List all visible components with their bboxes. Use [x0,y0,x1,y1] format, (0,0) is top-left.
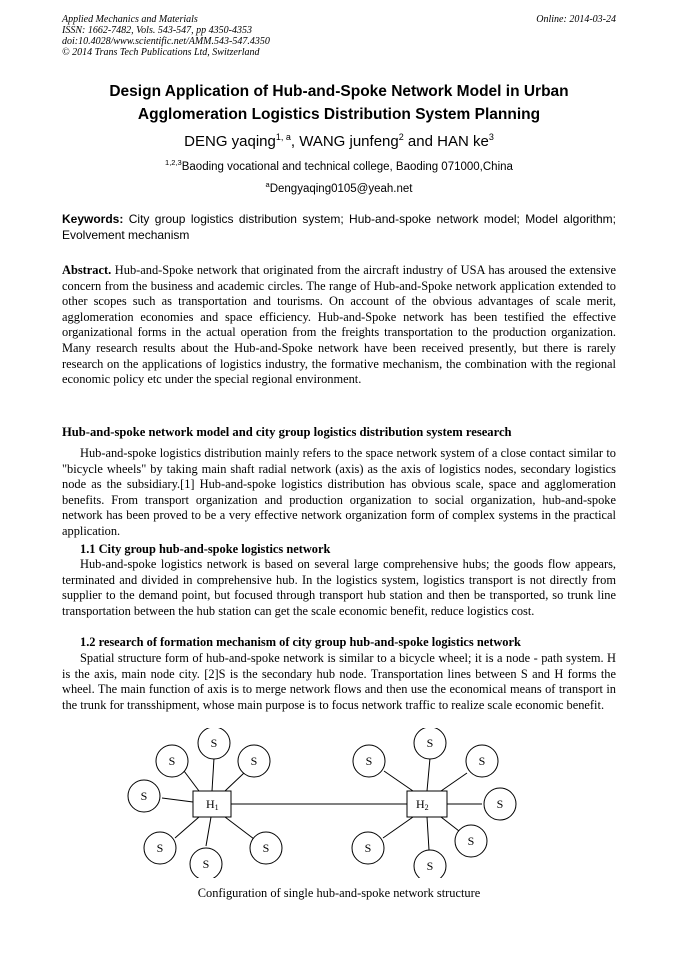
keywords-text: City group logistics distribution system; Hub-and-spoke network model; Model algorithm; Evolvement mechanism [62,212,616,242]
email-sup: a [265,180,270,189]
figure-caption: Configuration of single hub-and-spoke network structure [197,886,481,900]
spoke-node-label: S [168,754,176,768]
hub-2-label: H2 [416,797,429,812]
spoke-node-label: S [426,736,434,750]
author-3: HAN ke [437,133,489,150]
spoke-node-label: S [202,857,210,871]
author-sep-2: and [403,133,438,150]
journal-header [62,14,270,58]
author-list [62,128,616,151]
spoke-node-label: S [156,841,164,855]
spoke-line [225,817,254,839]
affiliation-text: Baoding vocational and technical college, Baoding 071000,China [181,160,513,173]
section-1-2-paragraph: Spatial structure form of hub-and-spoke network is similar to a bicycle wheel; it is a node - path system. H is the axis, main node city. [2]S is the secondary hub node. Transportation lines between S and H forms the wheel. The main function of axis is to merge network flows and then use the economical means of transport in the trunk for transshipment, whose main purpose is to focus network traffic to realize scale economic benefit. [62,651,616,712]
spoke-line [441,773,467,791]
copyright: © 2014 Trans Tech Publications Ltd, Switzerland [62,47,260,58]
keywords-label: Keywords: [62,212,124,226]
abstract-text: Hub-and-Spoke network that originated from the aircraft industry of USA has aroused the extensive concern from the business and academic circles. The range of Hub-and-Spoke network application extended to other scopes such as transportation and tourisms. On account of the obvious advantages of scale merit, agglomeration economies and space efficiency. Hub-and-Spoke network has been testified the effective organizational forms in the actual operation from the freights transportation to the production organization. Many research results about the Hub-and-Spoke network have been received presently, but there is rarely research on the applications of logistics industry, the formative mechanism, the combination with the regional economic policy etc under the special regional environment. [62,263,616,387]
section-1-2-heading: 1.2 research of formation mechanism of city group hub-and-spoke logistics network [80,635,521,649]
spoke-node-label: S [496,797,504,811]
spoke-node-label: S [210,736,218,750]
keywords [62,211,616,243]
affiliation [62,156,616,174]
author-sep-1: , [290,133,300,150]
spoke-line [441,817,459,831]
title-line-1: Design Application of Hub-and-Spoke Network Model in Urban [109,83,569,100]
journal-name: Applied Mechanics and Materials [62,14,198,25]
spoke-line [206,817,211,846]
spoke-node-label: S [467,834,475,848]
spoke-line [427,758,430,791]
abstract [62,263,616,388]
spoke-node-label: S [140,789,148,803]
email-link[interactable]: Dengyaqing0105@yeah.net [269,182,413,195]
author-1: DENG yaqing [184,133,276,150]
spoke-node-label: S [426,859,434,873]
author-2-sup: 2 [398,132,404,142]
author-3-sup: 3 [488,132,494,142]
spoke-node-label: S [250,754,258,768]
spoke-line [384,771,413,791]
hub-spoke-diagram [0,728,678,878]
spoke-line [212,758,214,791]
section-1-heading: Hub-and-spoke network model and city group logistics distribution system research [62,425,512,439]
author-1-sup: 1, a [275,132,291,142]
spoke-line [162,798,193,802]
doi-link[interactable]: doi:10.4028/www.scientific.net/AMM.543-547.4350 [62,36,270,47]
spoke-line [184,771,199,791]
spoke-node-label: S [262,841,270,855]
spoke-node-label: S [365,754,373,768]
spoke-line [383,817,413,838]
spoke-node-label: S [364,841,372,855]
title-line-2: Agglomeration Logistics Distribution System Planning [137,106,541,123]
section-1-1-paragraph: Hub-and-spoke logistics network is based on several large comprehensive hubs; the goods flow appears, terminated and divided in comprehensive hub. In the logistics system, logistics transport is not directly from supplier to the demand point, but focused through transport hub station and then be transported, so trunk line transportation between the hub station can get the scale economic benefit, reduce logistics cost. [62,557,616,618]
spoke-line [427,817,429,850]
spoke-node-label: S [478,754,486,768]
spoke-line [175,817,199,838]
section-1-1-heading: 1.1 City group hub-and-spoke logistics network [80,542,331,556]
online-date: Online: 2014-03-24 [536,14,616,25]
email-line [62,178,616,196]
paper-title [62,80,616,126]
spoke-line [225,773,244,791]
affiliation-sup: 1,2,3 [165,158,182,167]
hub-1-label: H1 [206,797,219,812]
author-2: WANG junfeng [299,133,399,150]
abstract-label: Abstract. [62,263,112,277]
issn: ISSN: 1662-7482, Vols. 543-547, pp 4350-4353 [62,25,252,36]
section-1-paragraph: Hub-and-spoke logistics distribution mainly refers to the space network system of a close contact similar to "bicycle wheels" by taking main shaft radial network (axis) as the axis of logistics nodes, secondary logistics node as the subsidiary.[1] Hub-and-spoke logistics distribution has obvious scale, space and agglomeration benefits. From transport organization and production organization to social organization, hub-and-spoke network has been proved to be a very effective network organization form of complex systems in the practical application. [62,446,616,538]
